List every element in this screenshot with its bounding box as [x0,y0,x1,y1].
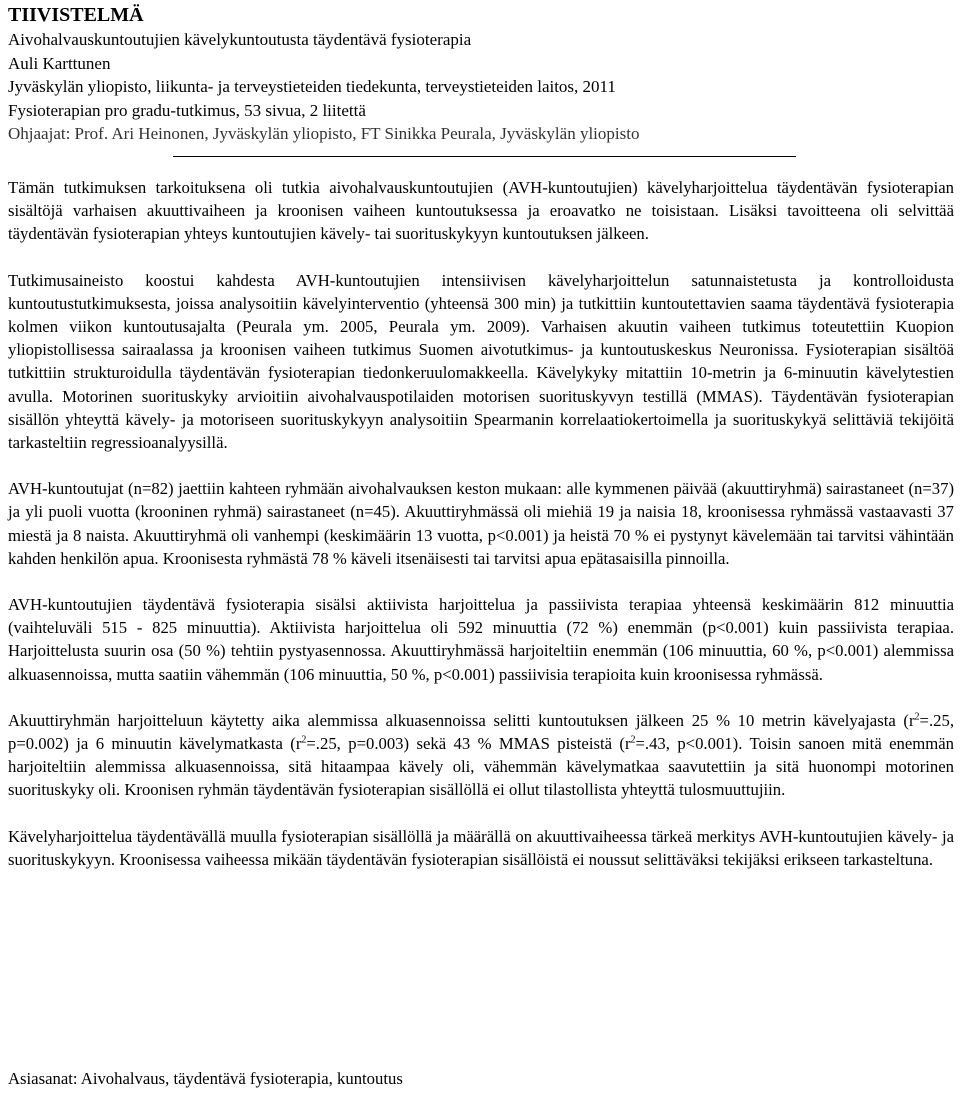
text-segment: =.25, p=0.003) sekä 43 % MMAS pisteistä (r [306,734,631,754]
paragraph-subjects: AVH-kuntoutujat (n=82) jaettiin kahteen ryhmään aivohalvauksen keston mukaan: alle kymmenen päivää (akuuttiryhmä) sairastaneet (n=37) ja yli puoli vuotta (krooninen ryhmä) sairastaneet (n=45). Akuuttiryhmässä oli miehiä 19 ja naisia 18, kroonisessa ryhmässä vastaavasti 37 miestä ja 8 naista. Akuuttiryhmä oli vanhempi (keskimäärin 13 vuotta, p<0.001) ja heistä 70 % ei pystynyt kävelemään tai tarvitsi vähintään kahden henkilön apua. Kroonisesta ryhmästä 78 % käveli itsenäisesti tai tarvitsi apua epätasaisilla pinnoilla. [8,479,954,568]
paragraph-regression [8,709,954,802]
superscript: 2 [914,711,920,723]
thesis-title: Aivohalvauskuntoutujien kävelykuntoutusta täydentävä fysioterapia [8,30,472,49]
author: Auli Karttunen [8,53,111,73]
superscript: 2 [630,734,636,746]
text-segment: =.25, p=0.002) ja 6 minuutin kävelymatkasta (r [8,710,954,754]
keywords: Asiasanat: Aivohalvaus, täydentävä fysioterapia, kuntoutus [8,1069,403,1088]
superscript: 2 [301,734,307,746]
text-segment: =.43, p<0.001). Toisin sanoen mitä enemmän harjoiteltiin alemmissa alkuasennoissa, sitä hitaampaa kävely oli, vähemmän kävelymatkaa saavutettiin ja sitä huonompi motorinen suorituskyky oli. Kroonisen ryhmän täydentävän fysioterapian sisällöllä ei ollut tilastollista yhteyttä tulosmuuttujiin. [8,734,954,800]
text-segment: Akuuttiryhmän harjoitteluun käytetty aika alemmissa alkuasennoissa selitti kuntoutuksen jälkeen 25 % 10 metrin kävelyajasta (r [8,710,915,730]
page-title: TIIVISTELMÄ [8,4,144,26]
paragraph-methods: Tutkimusaineisto koostui kahdesta AVH-kuntoutujien intensiivisen kävelyharjoittelun satunnaistetusta ja kontrolloidusta kuntoutustutkimuksesta, joissa analysoitiin kävelyinterventio (yhteensä 300 min) ja tutkittiin kuntoutettavien saama täydentävä fysioterapia kolmen viikon kuntoutusajalta (Peurala ym. 2005, Peurala ym. 2009). Varhaisen akuutin vaiheen tutkimus toteutettiin Kuopion yliopistollisessa sairaalassa ja kroonisen vaiheen tutkimus Suomen aivotutkimus- ja kuntoutuskeskus Neuronissa. Fysioterapian sisältöä tutkittiin strukturoidulla täydentävän fysioterapian tiedonkeruulomakkeella. Kävelykyky mitattiin 10-metrin ja 6-minuutin kävelytestien avulla. Motorinen suorituskyky arvioitiin aivohalvauspotilaiden motorisen suorituskyvyn testillä (MMAS). Täydentävän fysioterapian sisällön yhteyttä kävely- ja motoriseen suorituskykyyn analysoitiin Spearmanin korrelaatiokertoimella ja suorituskykyä selittäviä tekijöitä tarkasteltiin regressioanalyysillä. [8,270,954,453]
paragraph-purpose: Tämän tutkimuksen tarkoituksena oli tutkia aivohalvauskuntoutujien (AVH-kuntoutujien) kävelyharjoittelua täydentävän fysioterapian sisältöjä varhaisen akuuttivaiheen ja kroonisen vaiheen kuntoutuksessa ja eroavatko ne toisistaan. Lisäksi tavoitteena oli selvittää täydentävän fysioterapian yhteys kuntoutujien kävely- tai suorituskykyyn kuntoutuksen jälkeen. [8,178,954,244]
supervisors: Ohjaajat: Prof. Ari Heinonen, Jyväskylän yliopisto, FT Sinikka Peurala, Jyväskylän yliopisto [8,124,640,143]
thesis-info: Fysioterapian pro gradu-tutkimus, 53 sivua, 2 liitettä [8,100,366,120]
paragraph-conclusion: Kävelyharjoittelua täydentävällä muulla fysioterapian sisällöllä ja määrällä on akuuttivaiheessa tärkeä merkitys AVH-kuntoutujien kävely- ja suorituskykyyn. Kroonisessa vaiheessa mikään täydentävän fysioterapian sisällöistä ei noussut selittäväksi tekijäksi erikseen tarkasteltuna. [8,826,954,869]
abstract-body [8,176,954,894]
paragraph-results: AVH-kuntoutujien täydentävä fysioterapia sisälsi aktiivista harjoittelua ja passiivista terapiaa yhteensä keskimäärin 812 minuuttia (vaihteluväli 515 - 825 minuuttia). Aktiivista harjoittelua oli 592 minuuttia (72 %) enemmän (p<0.001) kuin passiivista terapiaa. Harjoittelusta suurin osa (50 %) tehtiin pystyasennossa. Akuuttiryhmässä harjoiteltiin enemmän (106 minuuttia, 60 %, p<0.001) alemmissa alkuasennoissa, mutta saatiin vähemmän (106 minuuttia, 50 %, p<0.001) passiivisia terapioita kuin kroonisessa ryhmässä. [8,595,954,684]
institution: Jyväskylän yliopisto, liikunta- ja terveystieteiden tiedekunta, terveystieteiden laitos, 2011 [8,77,616,96]
divider-line [173,156,796,157]
abstract-page [8,0,954,1088]
